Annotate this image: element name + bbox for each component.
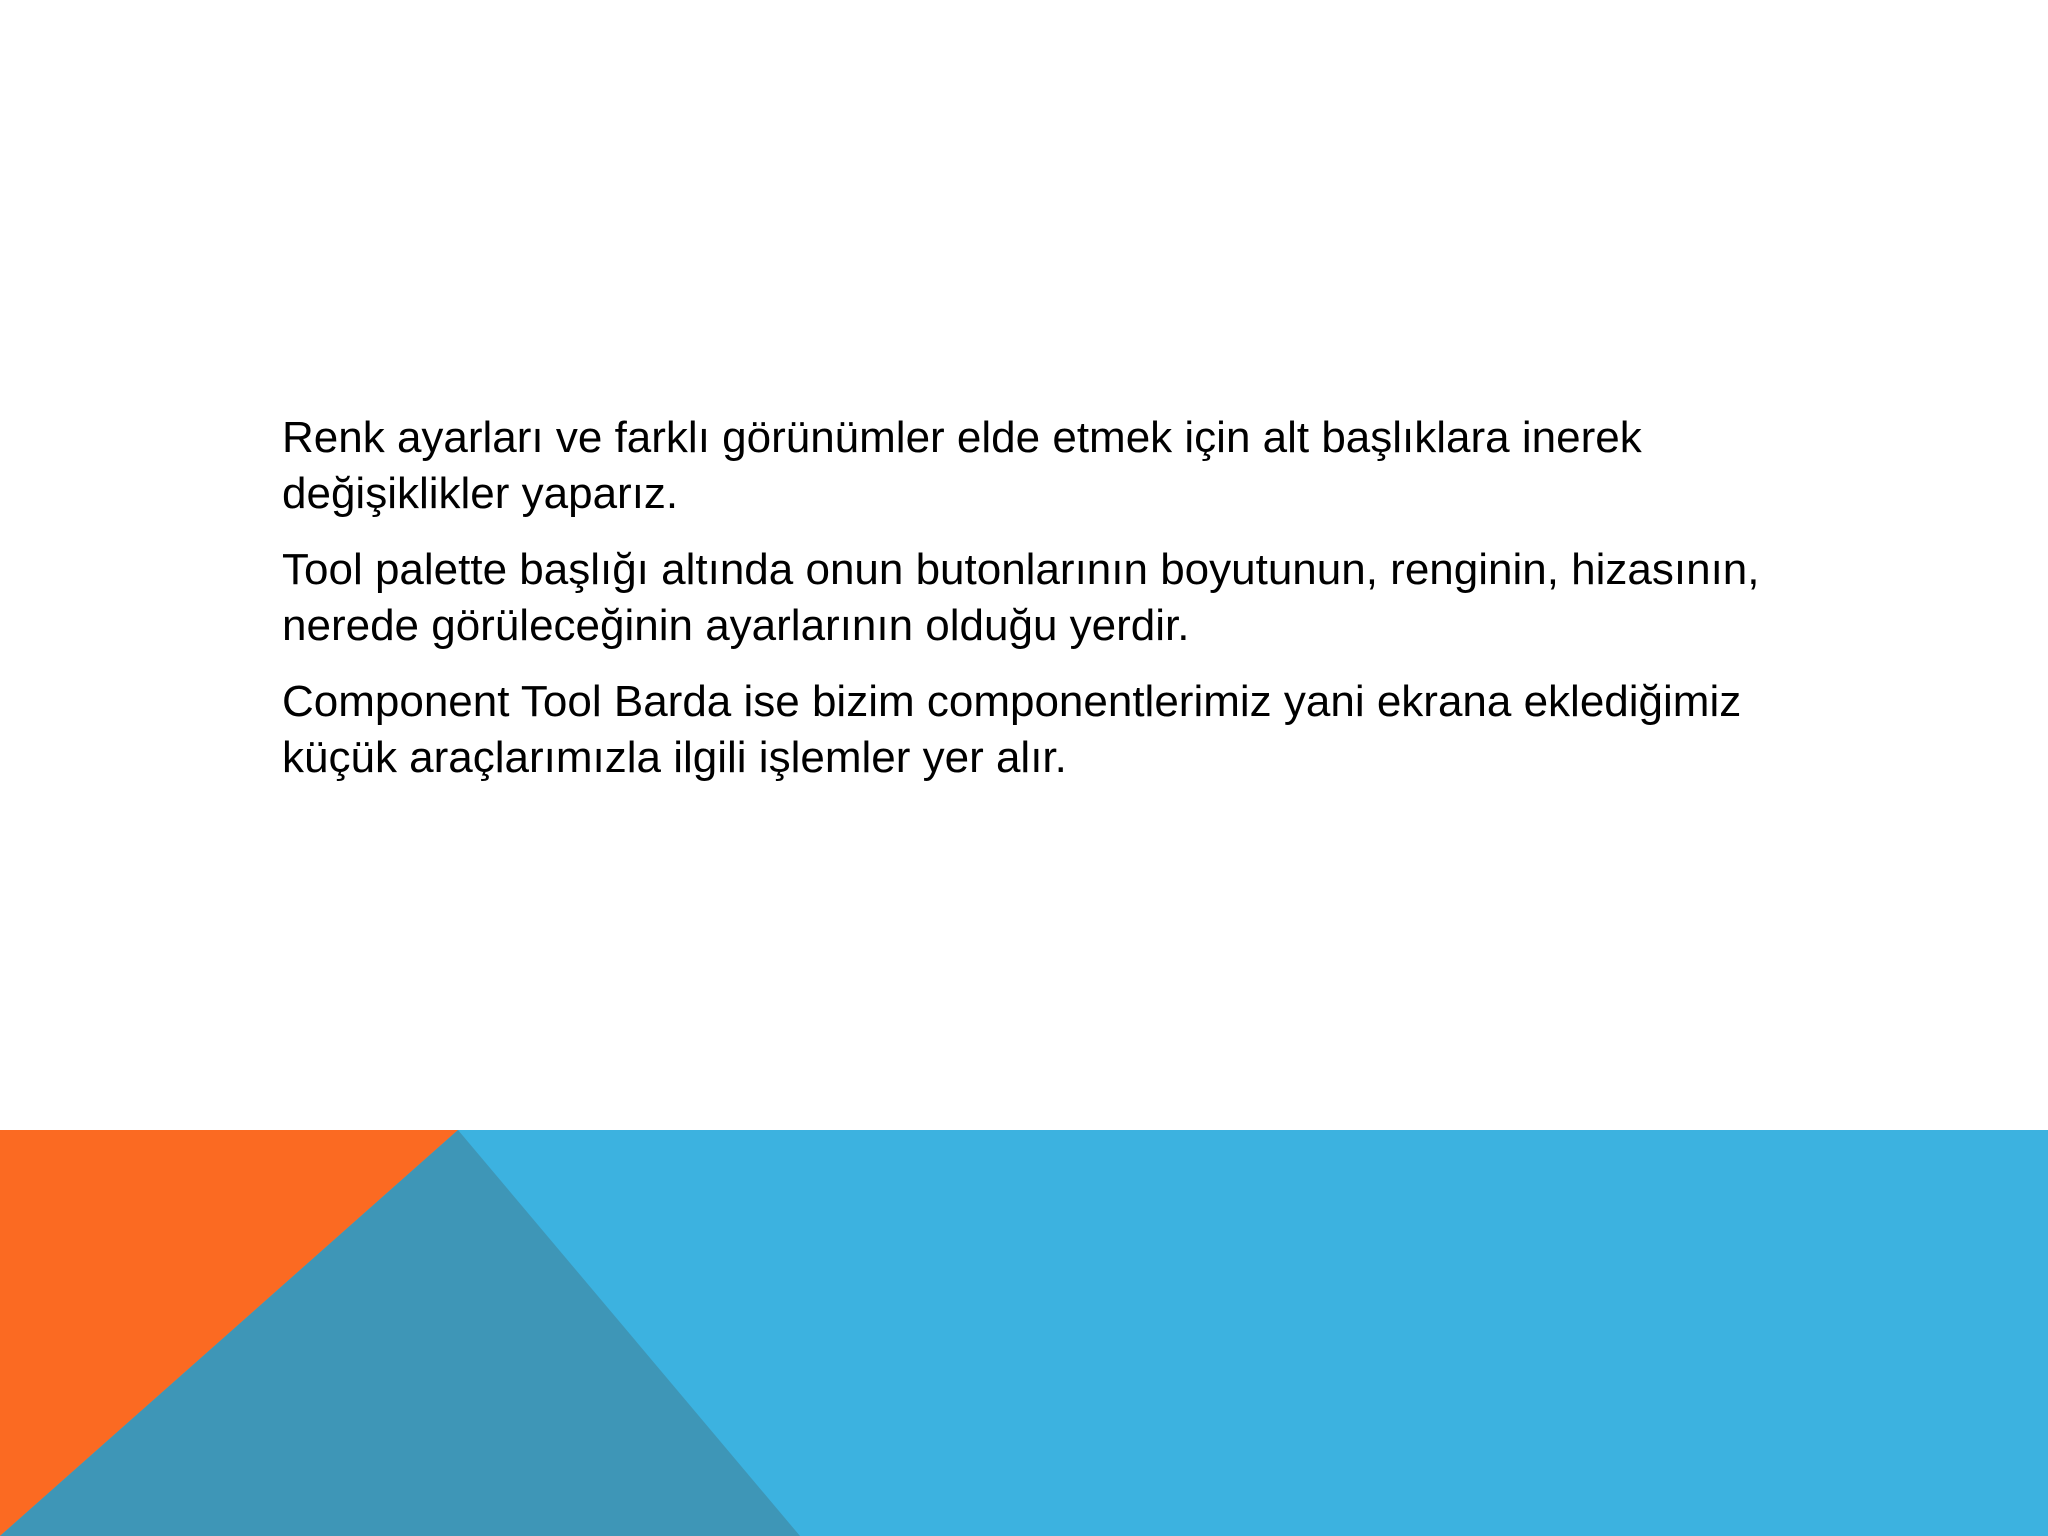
decorative-footer [0,1130,2048,1536]
paragraph-3: Component Tool Barda ise bizim componentlerimiz yani ekrana eklediğimiz küçük araçlarımızla ilgili işlemler yer alır. [282,677,1742,782]
paragraph-1: Renk ayarları ve farklı görünümler elde etmek için alt başlıklara inerek değişiklikler yaparız. [282,413,1642,518]
paragraph-2: Tool palette başlığı altında onun butonlarının boyutunun, renginin, hizasının, nerede görüleceğinin ayarlarının olduğu yerdir. [282,545,1760,650]
slide-body [282,410,1842,806]
